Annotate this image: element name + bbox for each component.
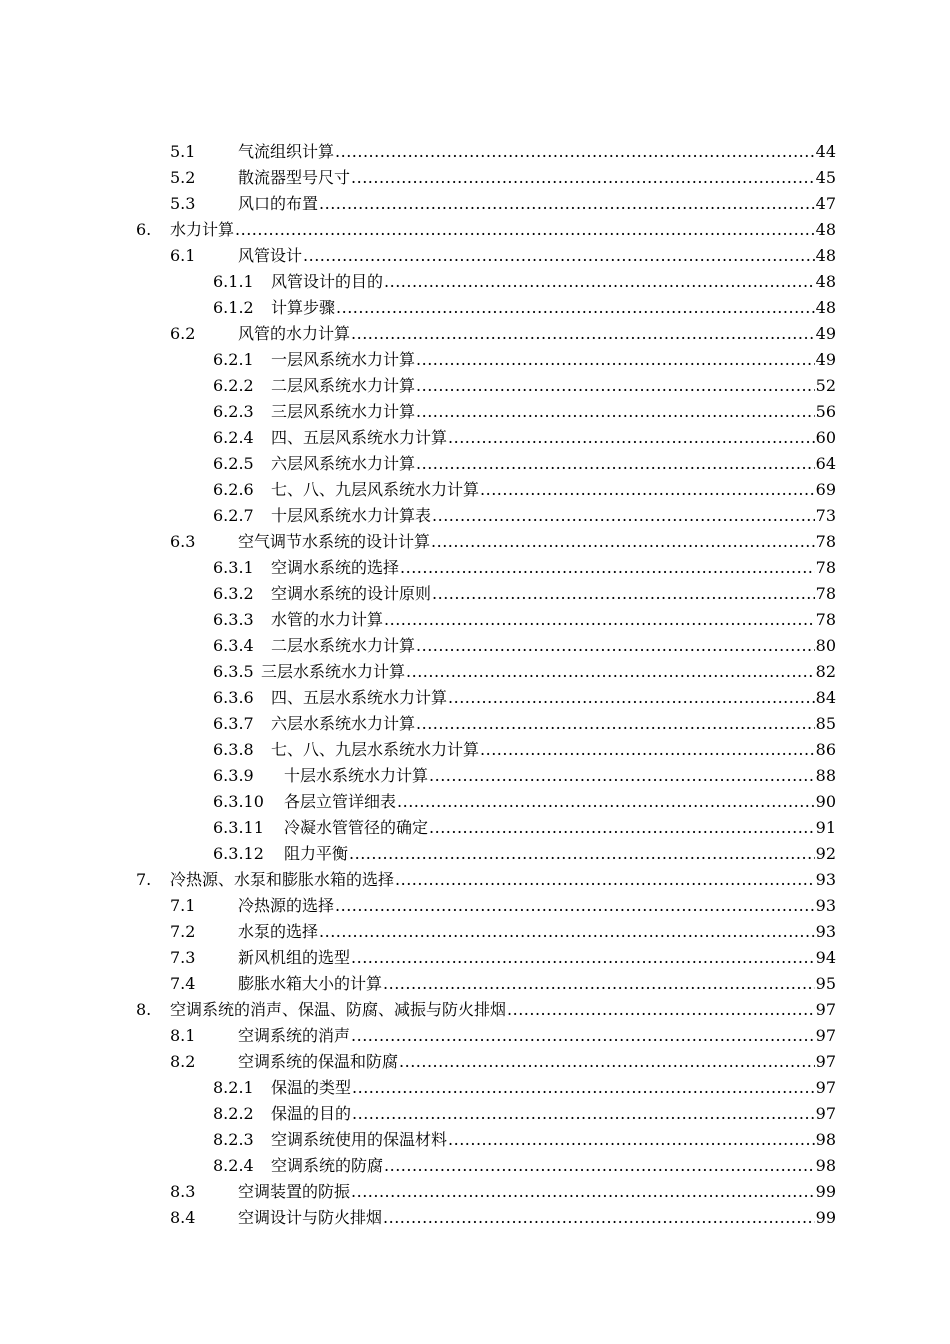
dot-leader: [416, 633, 815, 659]
toc-entry-number: 7.1: [170, 896, 196, 915]
toc-entry[interactable]: [0, 737, 950, 763]
toc-entry-number: 5.3: [170, 194, 196, 213]
toc-entry[interactable]: [0, 1049, 950, 1075]
toc-entry-number: 8.2.4: [213, 1156, 254, 1175]
toc-entry-title: 四、五层水系统水力计算: [271, 688, 448, 707]
toc-entry[interactable]: [0, 1075, 950, 1101]
dot-leader: [352, 1075, 815, 1101]
toc-entry-page: 99: [815, 1208, 836, 1227]
toc-entry[interactable]: [0, 1127, 950, 1153]
toc-entry-page: 93: [815, 896, 836, 915]
toc-entry-page: 49: [815, 350, 836, 369]
toc-entry-number: 6.1.1: [213, 272, 254, 291]
toc-entry-page: 78: [815, 532, 836, 551]
dot-leader: [352, 1101, 815, 1127]
toc-entry-page: 78: [815, 584, 836, 603]
toc-entry[interactable]: [0, 945, 950, 971]
toc-entry-title: 十层水系统水力计算: [284, 766, 429, 785]
toc-entry-number: 7.3: [170, 948, 196, 967]
toc-entry-number: 6.1: [170, 246, 196, 265]
toc-entry-number: 8.3: [170, 1182, 196, 1201]
toc-entry-page: 78: [815, 610, 836, 629]
toc-entry-title: 水力计算: [170, 220, 235, 239]
toc-entry-number: 6.3.4: [213, 636, 254, 655]
toc-entry-page: 56: [815, 402, 836, 421]
dot-leader: [406, 659, 815, 685]
toc-entry[interactable]: [0, 503, 950, 529]
dot-leader: [448, 1127, 815, 1153]
dot-leader: [432, 581, 815, 607]
toc-entry-number: 6.2: [170, 324, 196, 343]
toc-entry-number: 6.: [136, 220, 152, 239]
dot-leader: [335, 893, 815, 919]
dot-leader: [383, 971, 815, 997]
toc-entry[interactable]: [0, 295, 950, 321]
toc-entry-page: 48: [815, 246, 836, 265]
toc-entry-title: 空气调节水系统的设计计算: [238, 532, 431, 551]
toc-entry-page: 45: [815, 168, 836, 187]
toc-entry-title: 空调系统的消声、保温、防腐、减振与防火排烟: [170, 1000, 507, 1019]
toc-entry-title: 二层水系统水力计算: [271, 636, 416, 655]
toc-entry-number: 7.2: [170, 922, 196, 941]
toc-entry-title: 风口的布置: [238, 194, 319, 213]
toc-entry[interactable]: [0, 451, 950, 477]
toc-entry[interactable]: [0, 399, 950, 425]
toc-entry-number: 7.4: [170, 974, 196, 993]
dot-leader: [397, 789, 815, 815]
toc-entry[interactable]: [0, 789, 950, 815]
toc-entry-title: 风管的水力计算: [238, 324, 351, 343]
toc-entry-number: 6.2.5: [213, 454, 254, 473]
toc-entry[interactable]: [0, 217, 950, 243]
toc-entry-number: 5.2: [170, 168, 196, 187]
toc-entry-title: 三层水系统水力计算: [261, 662, 406, 681]
toc-entry-page: 73: [815, 506, 836, 525]
toc-entry[interactable]: [0, 165, 950, 191]
toc-entry-number: 8.1: [170, 1026, 196, 1045]
toc-entry-page: 99: [815, 1182, 836, 1201]
toc-entry-title: 膨胀水箱大小的计算: [238, 974, 383, 993]
toc-entry-title: 空调系统的消声: [238, 1026, 351, 1045]
toc-entry-page: 97: [815, 1000, 836, 1019]
toc-entry[interactable]: [0, 997, 950, 1023]
toc-entry[interactable]: [0, 243, 950, 269]
toc-entry[interactable]: [0, 477, 950, 503]
toc-entry[interactable]: [0, 685, 950, 711]
toc-entry-page: 78: [815, 558, 836, 577]
dot-leader: [400, 555, 815, 581]
toc-entry[interactable]: [0, 139, 950, 165]
toc-entry-page: 80: [815, 636, 836, 655]
toc-entry-page: 44: [815, 142, 836, 161]
toc-entry-title: 保温的目的: [271, 1104, 352, 1123]
toc-entry[interactable]: [0, 607, 950, 633]
dot-leader: [336, 295, 815, 321]
toc-entry-title: 四、五层风系统水力计算: [271, 428, 448, 447]
toc-entry-page: 97: [815, 1104, 836, 1123]
toc-entry-page: 97: [815, 1026, 836, 1045]
toc-entry-number: 8.2.1: [213, 1078, 254, 1097]
toc-entry-page: 85: [815, 714, 836, 733]
dot-leader: [432, 503, 815, 529]
toc-entry-page: 95: [815, 974, 836, 993]
dot-leader: [319, 919, 815, 945]
dot-leader: [351, 1179, 815, 1205]
toc-entry[interactable]: [0, 347, 950, 373]
dot-leader: [384, 1153, 815, 1179]
toc-entry[interactable]: [0, 269, 950, 295]
toc-entry[interactable]: [0, 867, 950, 893]
dot-leader: [399, 1049, 815, 1075]
dot-leader: [448, 685, 815, 711]
toc-entry-title: 新风机组的选型: [238, 948, 351, 967]
toc-entry-number: 6.3.11: [213, 818, 264, 837]
dot-leader: [431, 529, 815, 555]
toc-entry-title: 冷凝水管管径的确定: [284, 818, 429, 837]
toc-entry-page: 82: [815, 662, 836, 681]
toc-entry-title: 七、八、九层水系统水力计算: [271, 740, 480, 759]
toc-entry-title: 冷热源、水泵和膨胀水箱的选择: [170, 870, 395, 889]
dot-leader: [335, 139, 815, 165]
dot-leader: [507, 997, 815, 1023]
toc-entry-number: 6.2.3: [213, 402, 254, 421]
dot-leader: [351, 321, 815, 347]
toc-entry-title: 水泵的选择: [238, 922, 319, 941]
toc-entry-number: 8.2.2: [213, 1104, 254, 1123]
toc-entry-title: 气流组织计算: [238, 142, 335, 161]
dot-leader: [395, 867, 815, 893]
toc-entry-page: 98: [815, 1130, 836, 1149]
toc-entry-number: 8.4: [170, 1208, 196, 1227]
toc-entry[interactable]: [0, 1205, 950, 1231]
toc-entry-page: 48: [815, 272, 836, 291]
toc-entry-number: 6.2.6: [213, 480, 254, 499]
toc-entry-page: 86: [815, 740, 836, 759]
toc-entry-title: 二层风系统水力计算: [271, 376, 416, 395]
toc-entry-title: 一层风系统水力计算: [271, 350, 416, 369]
dot-leader: [351, 945, 815, 971]
toc-entry-page: 49: [815, 324, 836, 343]
dot-leader: [416, 451, 815, 477]
toc-entry-title: 空调设计与防火排烟: [238, 1208, 383, 1227]
toc-entry-page: 93: [815, 870, 836, 889]
toc-entry-title: 十层风系统水力计算表: [271, 506, 432, 525]
toc-entry-number: 6.2.7: [213, 506, 254, 525]
toc-entry-title: 保温的类型: [271, 1078, 352, 1097]
toc-entry[interactable]: [0, 919, 950, 945]
toc-entry-title: 三层风系统水力计算: [271, 402, 416, 421]
dot-leader: [448, 425, 815, 451]
toc-entry-page: 69: [815, 480, 836, 499]
toc-entry-title: 空调水系统的设计原则: [271, 584, 432, 603]
toc-entry[interactable]: [0, 373, 950, 399]
toc-entry[interactable]: [0, 555, 950, 581]
toc-entry-title: 水管的水力计算: [271, 610, 384, 629]
toc-entry-number: 8.: [136, 1000, 152, 1019]
dot-leader: [429, 763, 815, 789]
toc-entry[interactable]: [0, 841, 950, 867]
toc-entry-page: 60: [815, 428, 836, 447]
toc-entry-title: 空调水系统的选择: [271, 558, 400, 577]
toc-entry-number: 6.3: [170, 532, 196, 551]
toc-entry-title: 散流器型号尺寸: [238, 168, 351, 187]
toc-entry-page: 92: [815, 844, 836, 863]
toc-entry-page: 97: [815, 1078, 836, 1097]
toc-entry-number: 6.3.10: [213, 792, 264, 811]
toc-entry-title: 空调系统使用的保温材料: [271, 1130, 448, 1149]
toc-entry[interactable]: [0, 1101, 950, 1127]
toc-entry[interactable]: [0, 529, 950, 555]
toc-entry-number: 7.: [136, 870, 152, 889]
dot-leader: [351, 1023, 815, 1049]
toc-entry-title: 空调系统的保温和防腐: [238, 1052, 399, 1071]
toc-entry-title: 风管设计的目的: [271, 272, 384, 291]
toc-entry[interactable]: [0, 971, 950, 997]
dot-leader: [349, 841, 815, 867]
toc-entry-page: 64: [815, 454, 836, 473]
toc-entry-number: 6.2.2: [213, 376, 254, 395]
toc-entry-title: 六层水系统水力计算: [271, 714, 416, 733]
toc-entry-page: 47: [815, 194, 836, 213]
dot-leader: [383, 1205, 815, 1231]
toc-entry-title: 空调系统的防腐: [271, 1156, 384, 1175]
toc-entry-number: 6.3.9: [213, 766, 254, 785]
toc-entry-number: 6.3.6: [213, 688, 254, 707]
toc-entry-title: 阻力平衡: [284, 844, 349, 863]
dot-leader: [319, 191, 815, 217]
toc-entry-page: 93: [815, 922, 836, 941]
dot-leader: [384, 607, 815, 633]
toc-entry-number: 5.1: [170, 142, 196, 161]
toc-entry-number: 6.3.2: [213, 584, 254, 603]
toc-entry-number: 6.2.4: [213, 428, 254, 447]
toc-entry-number: 6.3.5: [213, 662, 254, 681]
toc-entry-number: 6.3.8: [213, 740, 254, 759]
toc-entry-number: 8.2: [170, 1052, 196, 1071]
dot-leader: [384, 269, 815, 295]
toc-entry-page: 84: [815, 688, 836, 707]
toc-entry[interactable]: [0, 711, 950, 737]
toc-entry-title: 空调装置的防振: [238, 1182, 351, 1201]
toc-entry-page: 94: [815, 948, 836, 967]
dot-leader: [416, 711, 815, 737]
toc-entry-number: 6.3.12: [213, 844, 264, 863]
toc-entry-page: 90: [815, 792, 836, 811]
toc-entry-page: 88: [815, 766, 836, 785]
toc-entry-page: 48: [815, 220, 836, 239]
dot-leader: [480, 737, 815, 763]
toc-entry-number: 6.3.3: [213, 610, 254, 629]
toc-entry[interactable]: [0, 581, 950, 607]
toc-entry-page: 52: [815, 376, 836, 395]
dot-leader: [416, 347, 815, 373]
toc-entry-page: 97: [815, 1052, 836, 1071]
toc-entry-page: 91: [815, 818, 836, 837]
dot-leader: [429, 815, 815, 841]
dot-leader: [416, 399, 815, 425]
toc-entry-title: 各层立管详细表: [284, 792, 397, 811]
toc-entry-title: 六层风系统水力计算: [271, 454, 416, 473]
toc-entry[interactable]: [0, 425, 950, 451]
toc-entry[interactable]: [0, 191, 950, 217]
dot-leader: [351, 165, 815, 191]
toc-entry[interactable]: [0, 893, 950, 919]
dot-leader: [235, 217, 815, 243]
dot-leader: [480, 477, 815, 503]
toc-entry-title: 风管设计: [238, 246, 303, 265]
toc-entry-title: 冷热源的选择: [238, 896, 335, 915]
toc-entry[interactable]: [0, 815, 950, 841]
toc-entry-title: 计算步骤: [271, 298, 336, 317]
toc-entry-number: 6.3.1: [213, 558, 254, 577]
toc-entry-number: 8.2.3: [213, 1130, 254, 1149]
toc-entry[interactable]: [0, 321, 950, 347]
toc-entry[interactable]: [0, 763, 950, 789]
toc-entry-number: 6.1.2: [213, 298, 254, 317]
toc-entry[interactable]: [0, 1179, 950, 1205]
toc-entry[interactable]: [0, 659, 950, 685]
dot-leader: [416, 373, 815, 399]
table-of-contents: [0, 139, 950, 1231]
toc-entry[interactable]: [0, 1153, 950, 1179]
toc-entry-page: 48: [815, 298, 836, 317]
toc-entry-number: 6.2.1: [213, 350, 254, 369]
toc-entry[interactable]: [0, 1023, 950, 1049]
dot-leader: [303, 243, 815, 269]
toc-entry-page: 98: [815, 1156, 836, 1175]
toc-entry[interactable]: [0, 633, 950, 659]
toc-entry-title: 七、八、九层风系统水力计算: [271, 480, 480, 499]
toc-entry-number: 6.3.7: [213, 714, 254, 733]
